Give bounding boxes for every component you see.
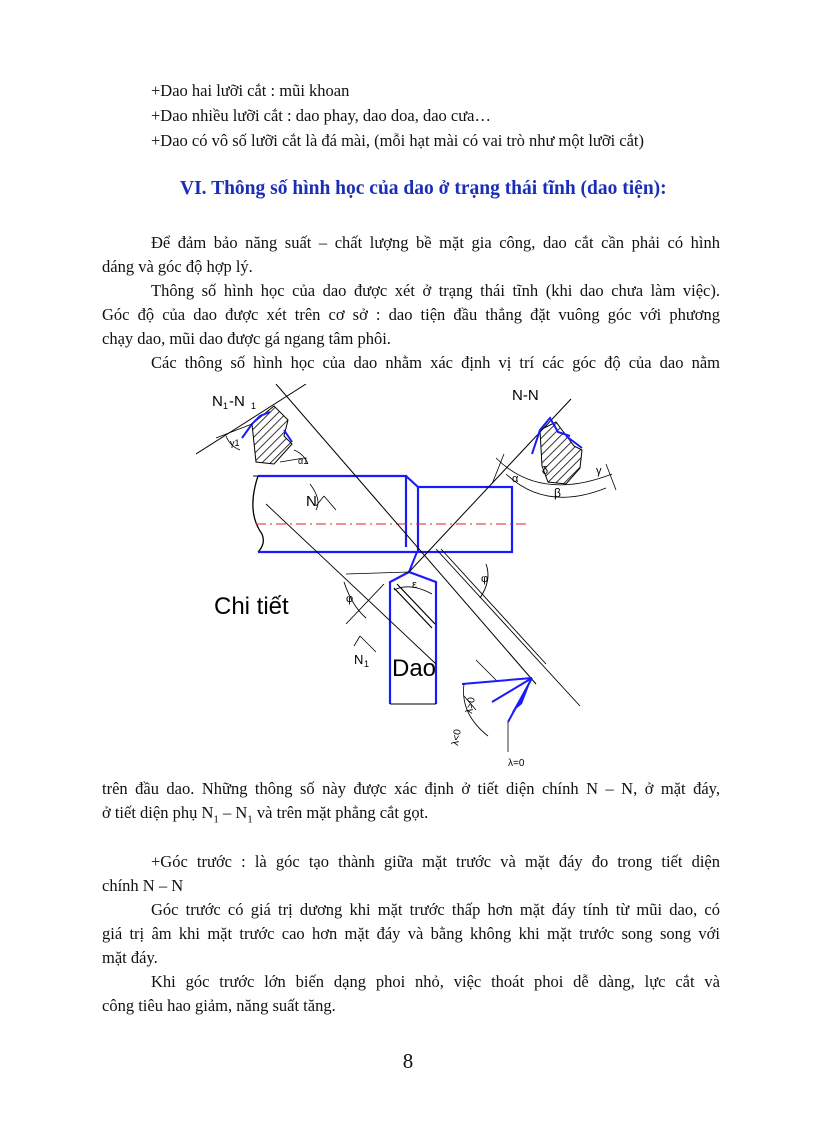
label-phi: φ <box>346 593 354 605</box>
label-n1n1-sub2: 1 <box>251 401 257 411</box>
para4: Các thông số hình học của dao nhằm xác định vị trí các góc độ của dao nằm <box>151 353 720 372</box>
label-beta: β <box>554 486 561 500</box>
para1-line1: Để đảm bảo năng suất – chất lượng bề mặt gia công, dao cắt cần phải có hình <box>151 233 720 252</box>
label-delta: δ <box>542 465 549 477</box>
label-lambda-neg: λ<0 <box>450 728 464 747</box>
label-dao: Dao <box>392 655 437 682</box>
label-alpha: α <box>512 473 519 485</box>
label-n1-main: N <box>354 652 364 667</box>
label-phi1: φ <box>481 573 489 585</box>
label-gamma: γ <box>596 465 602 477</box>
para2: Thông số hình học của dao được xét ở trạng thái tĩnh (khi dao chưa làm việc). <box>151 281 720 300</box>
para7-line1: Góc trước có giá trị dương khi mặt trước thấp hơn mặt đáy tính từ mũi dao, có <box>151 900 720 919</box>
label-chi-tiet: Chi tiết <box>214 593 289 620</box>
bullet-infinite-edge: +Dao có vô số lưỡi cắt là đá mài, (mỗi hạt mài có vai trò như một lưỡi cắt) <box>151 131 645 150</box>
label-lambda-zero: λ=0 <box>508 758 525 768</box>
para3-line1: Góc độ của dao được xét trên cơ sở : dao tiện đầu thẳng đặt vuông góc với phương <box>102 305 720 324</box>
label-epsilon: ε <box>412 579 417 591</box>
label-nn: N-N <box>512 387 539 404</box>
bullet-two-edge: +Dao hai lưỡi cắt : mũi khoan <box>151 81 350 100</box>
label-gamma1: γ1 <box>230 438 240 448</box>
para5-text-b: – N <box>218 803 248 822</box>
label-n1n1-dash: -N <box>229 393 245 410</box>
label-n1n1-sub1: 1 <box>223 401 229 411</box>
para6-line2: chính N – N <box>102 876 184 895</box>
label-n1n1-main: N <box>212 393 223 410</box>
label-n: N <box>306 493 317 510</box>
para5-line1: trên đầu dao. Những thông số này được xác định ở tiết diện chính N – N, ở mặt đáy, <box>102 779 720 798</box>
para7-line3: mặt đáy. <box>102 948 158 967</box>
workpiece-outline <box>253 476 512 552</box>
para8-line1: Khi góc trước lớn biến dạng phoi nhỏ, việc thoát phoi dễ dàng, lực cắt và <box>151 972 720 991</box>
section-n1n1 <box>216 406 308 464</box>
para5-line2 <box>102 802 428 830</box>
para5-text-c: và trên mặt phẳng cắt gọt. <box>252 803 429 822</box>
label-alpha1: α1 <box>298 456 309 466</box>
label-n1-sub: 1 <box>364 659 370 669</box>
para7-line2: giá trị âm khi mặt trước cao hơn mặt đáy và bằng không khi mặt trước song song với <box>102 924 720 943</box>
para5-sub1: 1 <box>213 813 219 826</box>
para3-line2: chạy dao, mũi dao được gá ngang tâm phôi. <box>102 329 391 348</box>
para1-line2: dáng và góc độ hợp lý. <box>102 257 253 276</box>
para8-line2: công tiêu hao giảm, năng suất tăng. <box>102 996 336 1015</box>
label-lambda-pos: λ>0 <box>464 696 478 715</box>
section-heading: VI. Thông số hình học của dao ở trạng thái tĩnh (dao tiện): <box>180 178 667 199</box>
bullet-multi-edge: +Dao nhiều lưỡi cắt : dao phay, dao doa, dao cưa… <box>151 106 491 125</box>
lathe-tool-geometry-figure <box>196 384 632 768</box>
page-number: 8 <box>402 1049 414 1073</box>
para5-sub2: 1 <box>247 813 253 826</box>
para5-text-a: ở tiết diện phụ N <box>102 803 214 822</box>
para6-line1: +Góc trước : là góc tạo thành giữa mặt trước và mặt đáy đo trong tiết diện <box>151 852 720 871</box>
